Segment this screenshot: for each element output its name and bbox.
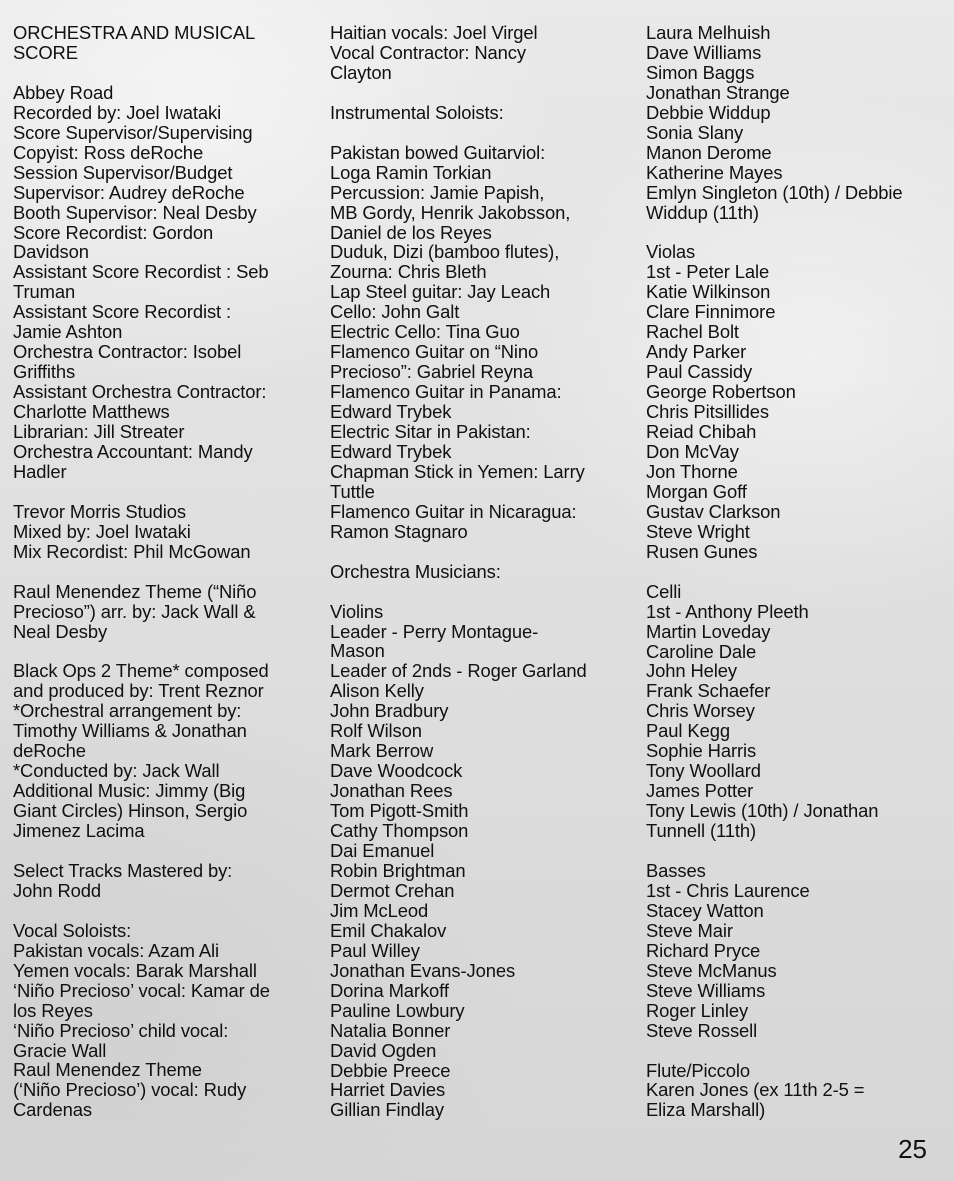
credit-line: Harriet Davies	[330, 1079, 446, 1101]
credit-line: Trevor Morris Studios	[13, 500, 186, 522]
credit-line: Hadler	[13, 460, 67, 482]
page-number: 25	[898, 1134, 927, 1164]
credit-line: 1st - Anthony Pleeth	[646, 600, 809, 622]
credit-line: Paul Cassidy	[646, 361, 753, 383]
credit-line: Basses	[646, 859, 706, 881]
credit-line: Sonia Slany	[646, 121, 744, 143]
credit-line: Daniel de los Reyes	[330, 221, 492, 243]
blank-line	[330, 542, 587, 562]
credit-line: Davidson	[13, 241, 89, 263]
credit-line: Flamenco Guitar in Nicaragua:	[330, 500, 577, 522]
credit-line: Leader - Perry Montague-	[330, 620, 539, 642]
credit-line: Steve Williams	[646, 979, 766, 1001]
credit-line: Eliza Marshall)	[646, 1099, 766, 1121]
credit-line: Steve Rossell	[646, 1019, 758, 1041]
credit-line: Mark Berrow	[330, 740, 434, 762]
credit-line: Dave Woodcock	[330, 760, 463, 782]
credit-line: Katherine Mayes	[646, 161, 783, 183]
credit-line: Electric Cello: Tina Guo	[330, 321, 520, 343]
credit-line: Flamenco Guitar on “Nino	[330, 341, 539, 363]
credit-line: Frank Schaefer	[646, 680, 771, 702]
credit-line: Steve McManus	[646, 959, 777, 981]
credit-line: Tuttle	[330, 480, 375, 502]
credit-line: Instrumental Soloists:	[330, 101, 504, 123]
credit-line: Rolf Wilson	[330, 720, 422, 742]
blank-line	[330, 83, 587, 103]
credit-line: John Heley	[646, 660, 738, 682]
credit-line: George Robertson	[646, 381, 796, 403]
credit-line: Mason	[330, 640, 385, 662]
credit-line: Martin Loveday	[646, 620, 771, 642]
credit-line: Dermot Crehan	[330, 879, 455, 901]
credit-line: Gracie Wall	[13, 1039, 107, 1061]
credit-line: Assistant Score Recordist : Seb	[13, 261, 269, 283]
credit-line: Haitian vocals: Joel Virgel	[330, 22, 538, 43]
credit-line: Widdup (11th)	[646, 201, 759, 223]
credit-line: ‘Niño Precioso’ child vocal:	[13, 1019, 229, 1041]
credit-line: Electric Sitar in Pakistan:	[330, 421, 531, 443]
credit-line: Violas	[646, 241, 696, 263]
credit-line: Orchestra Accountant: Mandy	[13, 441, 253, 462]
credit-line: Gillian Findlay	[330, 1099, 444, 1121]
blank-line	[646, 1041, 903, 1061]
credit-line: Pauline Lowbury	[330, 999, 465, 1021]
credit-line: Zourna: Chris Bleth	[330, 261, 487, 283]
credit-line: Katie Wilkinson	[646, 281, 771, 303]
credit-line: Richard Pryce	[646, 939, 761, 961]
credit-line: Ramon Stagnaro	[330, 520, 468, 542]
credit-line: Truman	[13, 281, 76, 303]
credit-line: Morgan Goff	[646, 480, 747, 502]
credit-line: Violins	[330, 600, 384, 622]
credit-line: Chapman Stick in Yemen: Larry	[330, 460, 585, 482]
blank-line	[13, 901, 270, 921]
credit-line: Orchestra Musicians:	[330, 560, 501, 582]
credit-line: Additional Music: Jimmy (Big	[13, 780, 246, 802]
credit-line: Assistant Orchestra Contractor:	[13, 381, 267, 403]
credit-line: ‘Niño Precioso’ vocal: Kamar de	[13, 979, 270, 1001]
credit-line: Dave Williams	[646, 41, 762, 63]
credit-line: Clare Finnimore	[646, 301, 776, 323]
credit-line: Neal Desby	[13, 620, 108, 642]
credit-line: Supervisor: Audrey deRoche	[13, 181, 245, 203]
credit-line: SCORE	[13, 41, 78, 63]
credit-line: Stacey Watton	[646, 899, 764, 921]
credit-line: Pakistan bowed Guitarviol:	[330, 141, 546, 163]
credit-line: Celli	[646, 580, 682, 602]
credits-column-1	[13, 23, 270, 1120]
credit-line: Jonathan Evans-Jones	[330, 959, 516, 981]
credit-line: Manon Derome	[646, 141, 772, 163]
credit-line: Orchestra Contractor: Isobel	[13, 341, 242, 363]
credit-line: Jimenez Lacima	[13, 820, 145, 842]
credit-line: James Potter	[646, 780, 754, 802]
credit-line: Debbie Preece	[330, 1059, 451, 1081]
credit-line: Natalia Bonner	[330, 1019, 451, 1041]
credit-line: Giant Circles) Hinson, Sergio	[13, 800, 248, 822]
credit-line: Jim McLeod	[330, 899, 429, 921]
credit-line: and produced by: Trent Reznor	[13, 680, 264, 702]
credit-line: ORCHESTRA AND MUSICAL	[13, 22, 256, 43]
blank-line	[646, 223, 903, 243]
credit-line: Sophie Harris	[646, 740, 757, 762]
credit-line: Debbie Widdup	[646, 101, 771, 123]
blank-line	[13, 642, 270, 662]
credit-line: Chris Worsey	[646, 700, 755, 722]
credit-line: Dorina Markoff	[330, 979, 449, 1001]
credit-line: Paul Kegg	[646, 720, 730, 742]
credit-line: Emil Chakalov	[330, 919, 447, 941]
credit-line: Jonathan Strange	[646, 81, 790, 103]
blank-line	[13, 841, 270, 861]
blank-line	[13, 482, 270, 502]
credit-line: 1st - Peter Lale	[646, 261, 770, 283]
credit-line: John Rodd	[13, 879, 102, 901]
credit-line: Caroline Dale	[646, 640, 757, 662]
credit-line: Precioso”: Gabriel Reyna	[330, 361, 534, 383]
credit-line: Lap Steel guitar: Jay Leach	[330, 281, 551, 303]
credit-line: Vocal Contractor: Nancy	[330, 41, 527, 63]
credit-line: Rachel Bolt	[646, 321, 739, 343]
credits-column-3	[646, 23, 903, 1120]
credit-line: Black Ops 2 Theme* composed	[13, 660, 269, 682]
credit-line: Griffiths	[13, 361, 76, 383]
credit-line: Tony Woollard	[646, 760, 761, 782]
credit-line: Score Recordist: Gordon	[13, 221, 214, 243]
credit-line: Tom Pigott-Smith	[330, 800, 469, 822]
credit-line: Cello: John Galt	[330, 301, 460, 323]
blank-line	[330, 582, 587, 602]
credit-line: Timothy Williams & Jonathan	[13, 720, 247, 742]
credit-line: Mixed by: Joel Iwataki	[13, 520, 191, 542]
credit-line: Tony Lewis (10th) / Jonathan	[646, 800, 879, 822]
credit-line: Pakistan vocals: Azam Ali	[13, 939, 220, 961]
credit-line: 1st - Chris Laurence	[646, 879, 810, 901]
credit-line: Recorded by: Joel Iwataki	[13, 101, 222, 123]
credit-line: Edward Trybek	[330, 401, 452, 423]
credit-line: Cardenas	[13, 1099, 92, 1121]
credit-line: Abbey Road	[13, 81, 114, 103]
credit-line: David Ogden	[330, 1039, 437, 1061]
credit-line: Clayton	[330, 61, 392, 83]
credit-line: (‘Niño Precioso’) vocal: Rudy	[13, 1079, 247, 1101]
credit-line: MB Gordy, Henrik Jakobsson,	[330, 201, 571, 223]
credit-line: Raul Menendez Theme	[13, 1059, 202, 1081]
credit-line: Copyist: Ross deRoche	[13, 141, 204, 163]
credit-line: Emlyn Singleton (10th) / Debbie	[646, 181, 903, 203]
credit-line: Chris Pitsillides	[646, 401, 769, 423]
credit-line: Laura Melhuish	[646, 22, 771, 43]
blank-line	[13, 63, 270, 83]
blank-line	[646, 562, 903, 582]
credit-line: Jon Thorne	[646, 460, 738, 482]
credit-line: Loga Ramin Torkian	[330, 161, 492, 183]
credit-line: Reiad Chibah	[646, 421, 757, 443]
credit-line: los Reyes	[13, 999, 93, 1021]
credit-line: Paul Willey	[330, 939, 420, 961]
credit-line: Jamie Ashton	[13, 321, 123, 343]
blank-line	[646, 841, 903, 861]
credit-line: Steve Wright	[646, 520, 750, 542]
credit-line: Flute/Piccolo	[646, 1059, 750, 1081]
credit-line: Mix Recordist: Phil McGowan	[13, 540, 251, 562]
credit-line: *Orchestral arrangement by:	[13, 700, 242, 722]
credit-line: Karen Jones (ex 11th 2-5 =	[646, 1079, 865, 1101]
credit-line: Duduk, Dizi (bamboo flutes),	[330, 241, 560, 263]
credit-line: Leader of 2nds - Roger Garland	[330, 660, 587, 682]
credit-line: Flamenco Guitar in Panama:	[330, 381, 562, 403]
credit-line: *Conducted by: Jack Wall	[13, 760, 220, 782]
credit-line: Robin Brightman	[330, 859, 466, 881]
credit-line: Precioso”) arr. by: Jack Wall &	[13, 600, 256, 622]
credit-line: Alison Kelly	[330, 680, 424, 702]
credit-line: deRoche	[13, 740, 86, 762]
credit-line: Tunnell (11th)	[646, 820, 757, 842]
credit-line: Yemen vocals: Barak Marshall	[13, 959, 257, 981]
credit-line: Simon Baggs	[646, 61, 755, 83]
credit-line: Booth Supervisor: Neal Desby	[13, 201, 257, 223]
credit-line: Jonathan Rees	[330, 780, 453, 802]
credit-line: John Bradbury	[330, 700, 449, 722]
blank-line	[13, 562, 270, 582]
credit-line: Raul Menendez Theme (“Niño	[13, 580, 257, 602]
credit-line: Librarian: Jill Streater	[13, 421, 185, 443]
credit-line: Rusen Gunes	[646, 540, 758, 562]
credits-column-2	[330, 23, 587, 1120]
credit-line: Andy Parker	[646, 341, 747, 363]
credit-line: Cathy Thompson	[330, 820, 469, 842]
credit-line: Steve Mair	[646, 919, 733, 941]
credit-line: Charlotte Matthews	[13, 401, 170, 423]
credit-line: Don McVay	[646, 441, 739, 462]
credit-line: Session Supervisor/Budget	[13, 161, 233, 183]
credit-line: Percussion: Jamie Papish,	[330, 181, 545, 203]
credit-line: Assistant Score Recordist :	[13, 301, 232, 323]
credit-line: Select Tracks Mastered by:	[13, 859, 233, 881]
credit-line: Gustav Clarkson	[646, 500, 781, 522]
blank-line	[330, 123, 587, 143]
credit-line: Vocal Soloists:	[13, 919, 132, 941]
credit-line: Score Supervisor/Supervising	[13, 121, 253, 143]
credit-line: Edward Trybek	[330, 440, 452, 462]
credit-line: Dai Emanuel	[330, 840, 435, 862]
credit-line: Roger Linley	[646, 999, 749, 1021]
